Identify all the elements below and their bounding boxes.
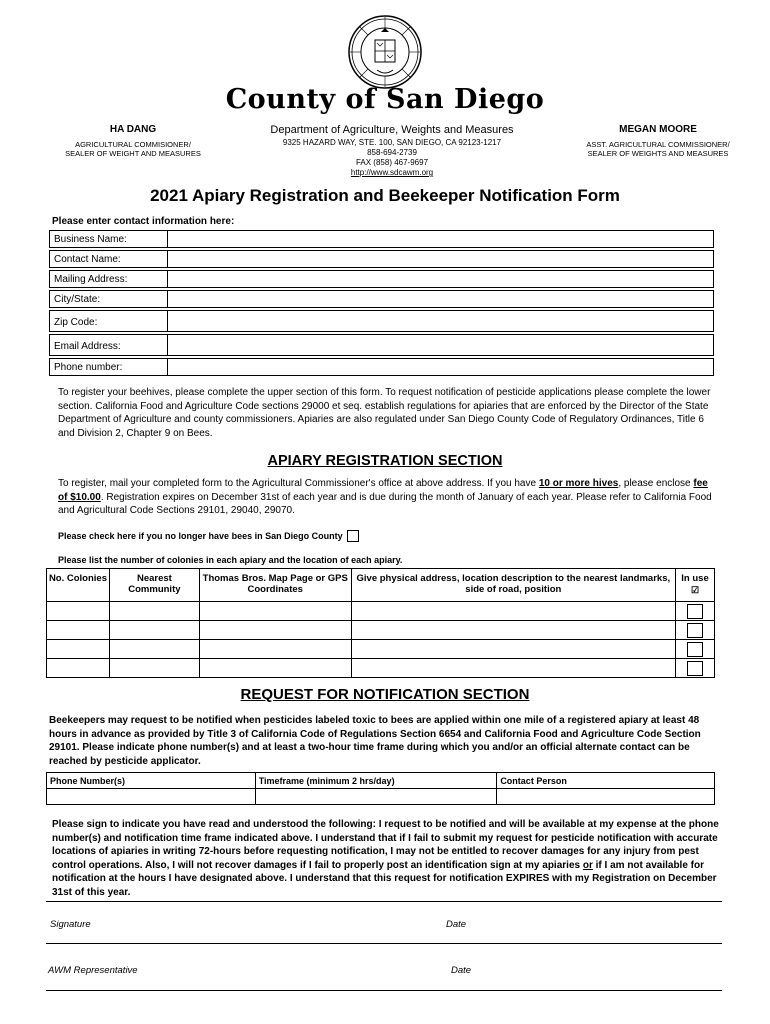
no-bees-checkbox[interactable] (347, 530, 359, 542)
colonies-cell[interactable] (47, 621, 110, 640)
map-gps-cell[interactable] (199, 640, 351, 659)
map-gps-cell[interactable] (199, 659, 351, 678)
col-in-use-label: In use (681, 573, 709, 584)
commissioner-title-2: SEALER OF WEIGHT AND MEASURES (65, 149, 201, 158)
community-cell[interactable] (109, 602, 199, 621)
registration-text-2: , please enclose (618, 478, 694, 489)
col-colonies: No. Colonies (47, 569, 110, 602)
registration-text-1: To register, mail your completed form to the Agricultural Commissioner's office at above address. If you have (58, 478, 539, 489)
in-use-cell (676, 602, 715, 621)
phone-numbers-cell[interactable] (47, 789, 256, 805)
mailing-address-row (49, 270, 714, 288)
email-address-label: Email Address: (50, 335, 168, 355)
map-gps-cell[interactable] (199, 621, 351, 640)
signature-label: Signature (50, 919, 91, 930)
in-use-cell (676, 659, 715, 678)
county-seal-icon (347, 14, 423, 90)
in-use-checkbox[interactable] (687, 604, 703, 619)
business-name-field[interactable] (168, 231, 713, 247)
community-cell[interactable] (109, 621, 199, 640)
hives-threshold: 10 or more hives (538, 478, 619, 489)
in-use-cell (676, 640, 715, 659)
map-gps-cell[interactable] (199, 602, 351, 621)
business-name-row (49, 230, 714, 248)
contact-name-field[interactable] (168, 251, 713, 267)
address-cell[interactable] (351, 659, 675, 678)
zip-code-row (49, 310, 714, 332)
community-cell[interactable] (109, 659, 199, 678)
date-label: Date (446, 919, 467, 930)
col-contact-person: Contact Person (497, 773, 715, 789)
awm-representative-label: AWM Representative (48, 965, 138, 976)
asst-commissioner-title-2: SEALER OF WEIGHTS AND MEASURES (587, 149, 729, 158)
mailing-address-field[interactable] (168, 271, 713, 287)
colonies-cell[interactable] (47, 659, 110, 678)
contact-name-row (49, 250, 714, 268)
colonies-list-intro: Please list the number of colonies in each apiary and the location of each apiary. (58, 555, 403, 565)
intro-paragraph: To register your beehives, please complete the upper section of this form. To request notification of pesticide applications please complete the lower section. California Food and Agriculture Code sections 29000 et seq. establish regulations for apiaries that are enforced by the Director of the State Department of Agriculture and county commissioners. Apiaries are also regulated under San Diego County Code of Regulatory Ordinances, Title 6 and Division 2, Chapter 9 on Bees. (58, 387, 711, 439)
commissioner-name: HA DANG (109, 124, 157, 135)
community-cell[interactable] (109, 640, 199, 659)
mailing-address-label: Mailing Address: (50, 271, 168, 287)
city-state-label: City/State: (50, 291, 168, 307)
table-row (47, 602, 715, 621)
asst-commissioner-title-1: ASST. AGRICULTURAL COMMISSIONER/ (586, 140, 730, 149)
department-website-link[interactable]: http://www.sdcawm.org (350, 168, 434, 177)
registration-fee: fee of $10.00 (58, 478, 708, 503)
col-in-use (676, 569, 715, 602)
in-use-checkbox[interactable] (687, 661, 703, 676)
commissioner-block (48, 124, 218, 158)
phone-number-label: Phone number: (50, 359, 168, 375)
phone-number-field[interactable] (168, 359, 713, 375)
apiary-header-row (47, 569, 715, 602)
in-use-cell (676, 621, 715, 640)
date-label-2: Date (451, 965, 472, 976)
colonies-cell[interactable] (47, 602, 110, 621)
timeframe-cell[interactable] (255, 789, 497, 805)
in-use-checkbox[interactable] (687, 642, 703, 657)
acknowledgement-or: or (582, 859, 593, 871)
zip-code-field[interactable] (168, 311, 713, 331)
no-bees-line (58, 530, 359, 542)
department-name: Department of Agriculture, Weights and Measures (270, 124, 514, 136)
contact-fields (49, 230, 714, 378)
in-use-checkmark-icon: ☑ (690, 585, 700, 595)
notification-header-row (47, 773, 715, 789)
divider-line (46, 901, 722, 902)
address-cell[interactable] (351, 602, 675, 621)
apiary-table (46, 568, 715, 678)
contact-name-label: Contact Name: (50, 251, 168, 267)
county-title: County of San Diego (225, 84, 545, 115)
department-address: 9325 HAZARD WAY, STE. 100, SAN DIEGO, CA 92123-1217 (282, 138, 502, 147)
colonies-cell[interactable] (47, 640, 110, 659)
contact-person-cell[interactable] (497, 789, 715, 805)
table-row (47, 640, 715, 659)
commissioner-title-1: AGRICULTURAL COMMISIONER/ (75, 140, 191, 149)
email-address-field[interactable] (168, 335, 713, 355)
signature-line[interactable] (46, 943, 722, 944)
table-row (47, 659, 715, 678)
col-address: Give physical address, location description to the nearest landmarks, side of road, position (351, 569, 675, 602)
acknowledgement-text-2: if I am not available for notification at the hours I have designated above. I understand that this request for notification EXPIRES with my Registration on December 31st of this year. (52, 859, 717, 898)
awm-signature-line[interactable] (46, 990, 722, 991)
col-community: Nearest Community (109, 569, 199, 602)
col-map-gps: Thomas Bros. Map Page or GPS Coordinates (199, 569, 351, 602)
city-state-row (49, 290, 714, 308)
address-cell[interactable] (351, 621, 675, 640)
notification-contact-table (46, 772, 715, 805)
apiary-section-title: APIARY REGISTRATION SECTION (267, 453, 503, 469)
address-cell[interactable] (351, 640, 675, 659)
phone-number-row (49, 358, 714, 376)
table-row (47, 789, 715, 805)
col-timeframe: Timeframe (minimum 2 hrs/day) (255, 773, 497, 789)
table-row (47, 621, 715, 640)
contact-intro: Please enter contact information here: (52, 216, 235, 227)
acknowledgement-text-1: Please sign to indicate you have read and understood the following: I request to be notified and will be available at my expense at the phone number(s) and notification time frame indicated above. I understand that if I fail to submit my request for pesticide notification with accurate locations of apiaries in writing 72-hours before requesting notification, I may not be entitled to recover damages for any injury from pest control operations. Also, I will not recover damages if I fail to properly post an identification sign at my apiaries (52, 819, 719, 871)
notification-paragraph: Beekeepers may request to be notified when pesticides labeled toxic to bees are applied within one mile of a registered apiary at least 48 hours in advance as provided by Title 3 of California Code of Regulations Section 6654 and California Food and Agriculture Code Section 29101. Please indicate phone number(s) and at least a two-hour time frame during which you and/or an official alternate contact can be reached by pesticide applicator. (49, 715, 701, 767)
business-name-label: Business Name: (50, 231, 168, 247)
email-address-row (49, 334, 714, 356)
col-phone-numbers: Phone Number(s) (47, 773, 256, 789)
department-phone: 858-694-2739 (367, 148, 417, 157)
no-bees-label: Please check here if you no longer have bees in San Diego County (58, 531, 343, 541)
zip-code-label: Zip Code: (50, 311, 168, 331)
city-state-field[interactable] (168, 291, 713, 307)
in-use-checkbox[interactable] (687, 623, 703, 638)
notification-section-title: REQUEST FOR NOTIFICATION SECTION (240, 686, 530, 703)
department-fax: FAX (858) 467-9697 (355, 158, 429, 167)
department-block (220, 124, 564, 178)
registration-paragraph (58, 477, 718, 518)
form-title: 2021 Apiary Registration and Beekeeper Notification Form (150, 186, 620, 205)
asst-commissioner-block (560, 124, 756, 158)
registration-text-3: . Registration expires on December 31st of each year and is due during the month of January of each year. Please refer to California Food and Agricultural Code Sections 29101, 29040, 29070. (58, 491, 712, 516)
asst-commissioner-name: MEGAN MOORE (619, 124, 697, 135)
acknowledgement-paragraph (52, 818, 720, 899)
